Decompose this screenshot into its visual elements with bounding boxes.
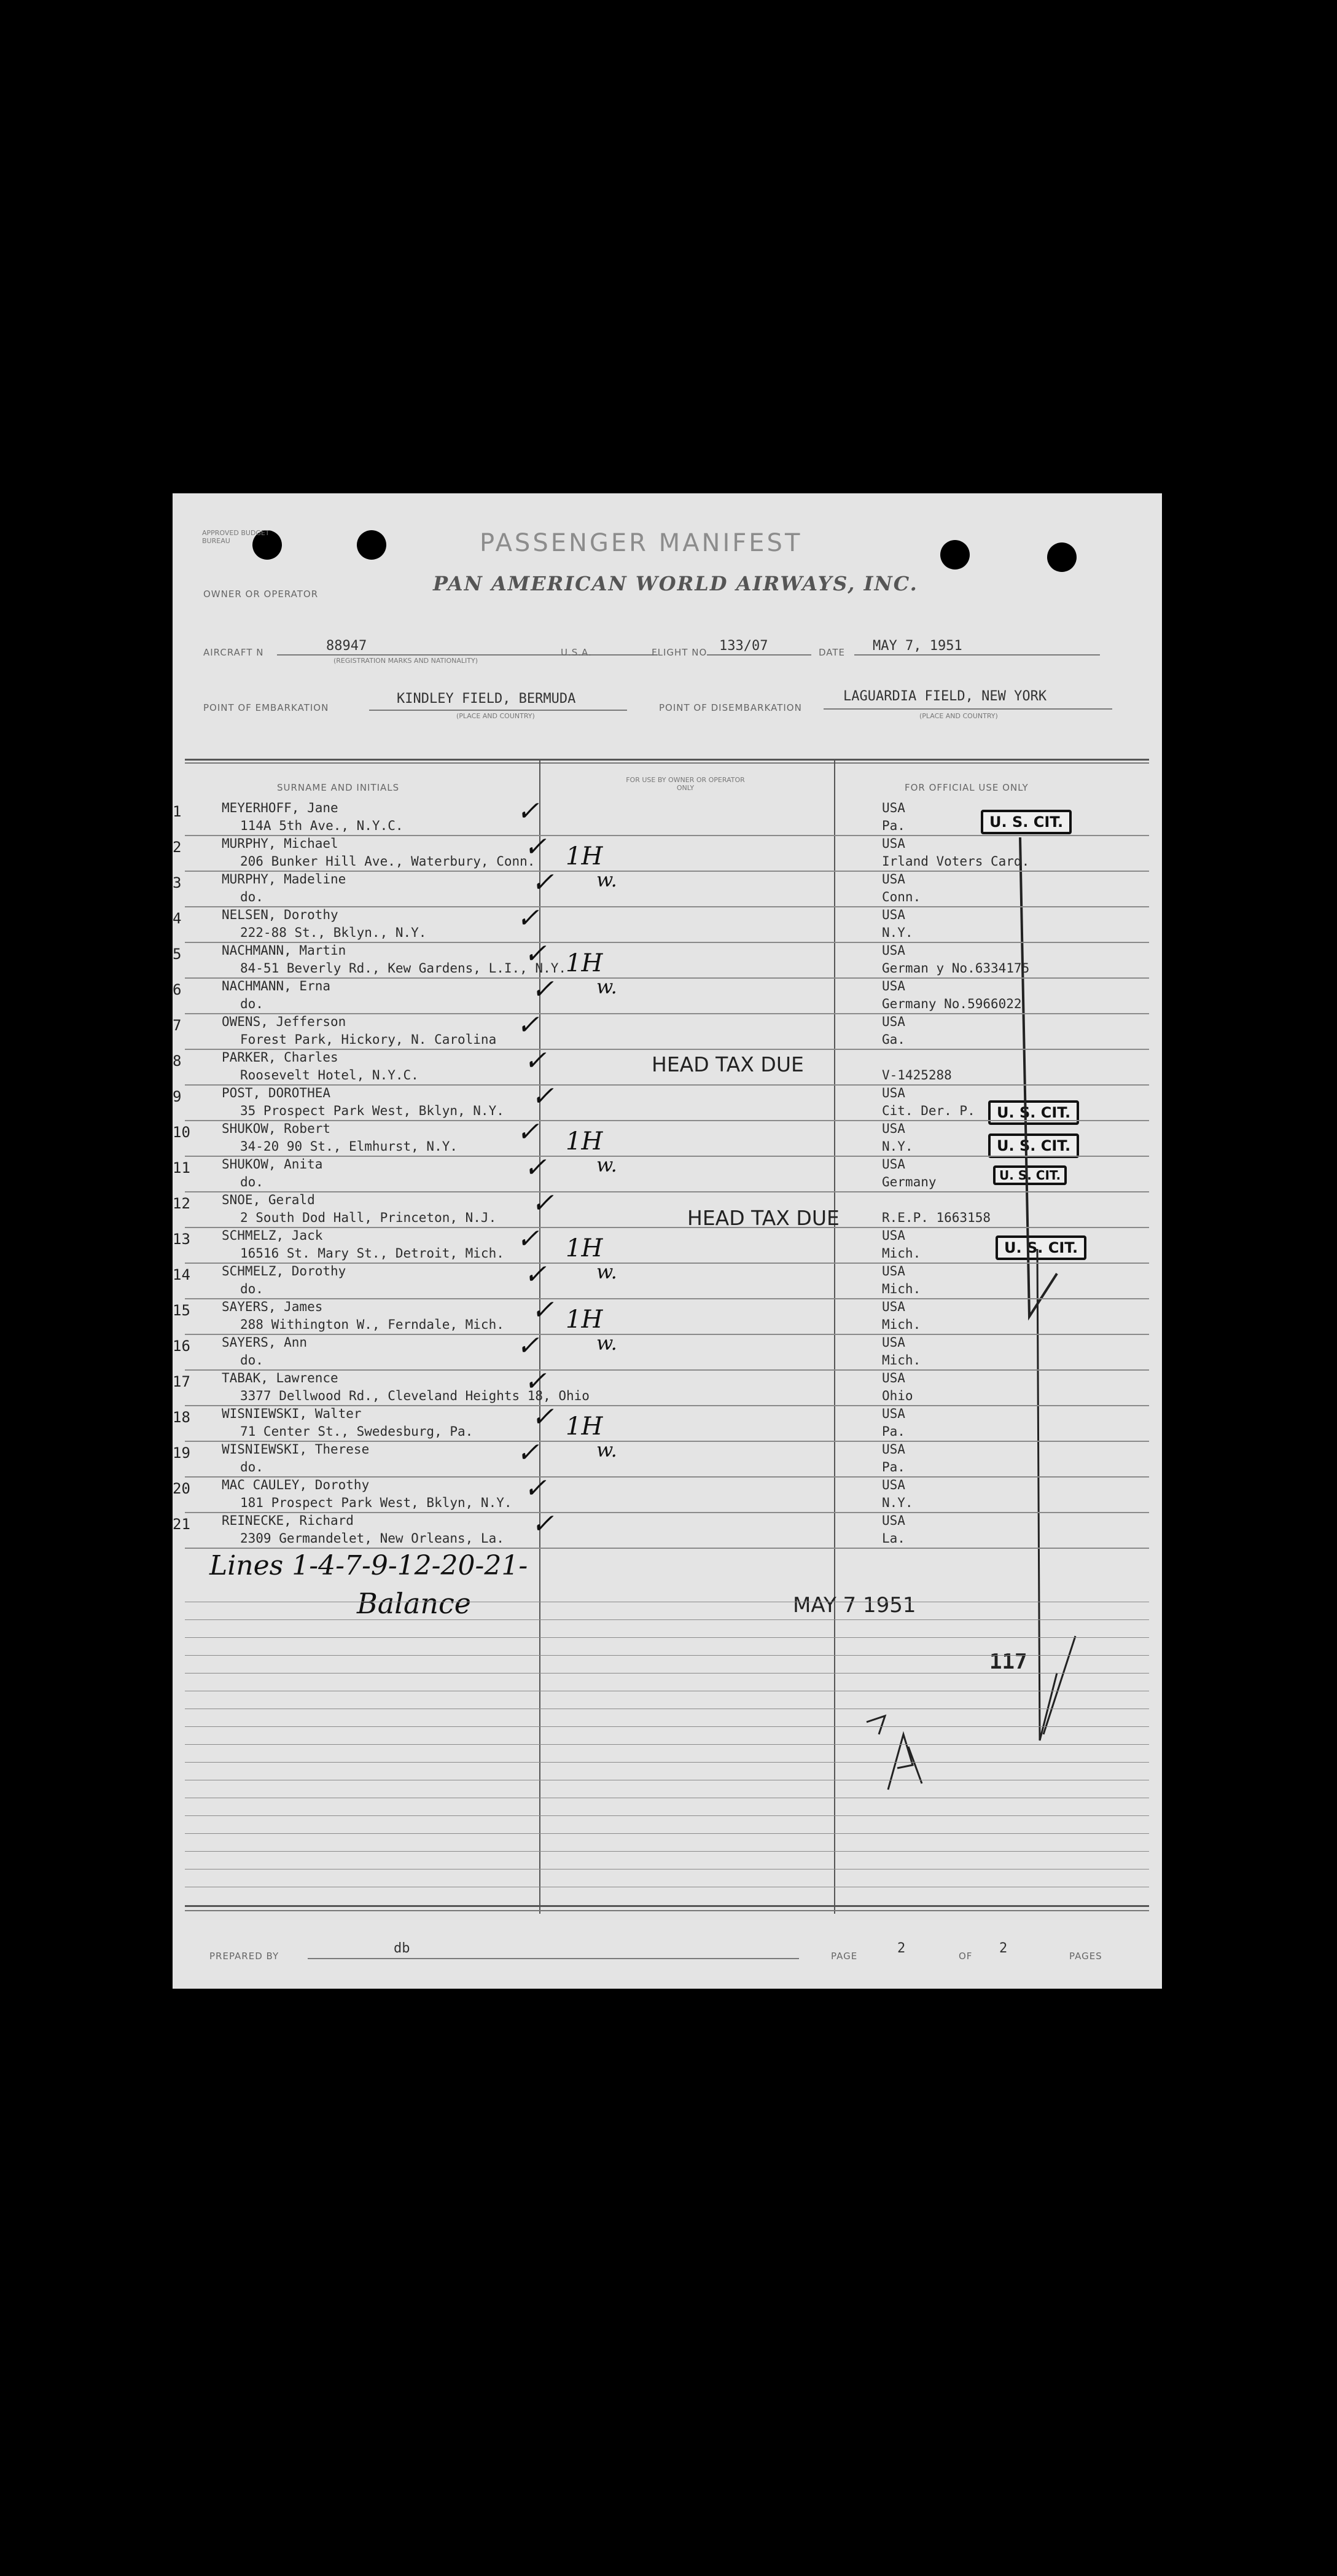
blank-line <box>185 1637 1149 1638</box>
check-mark: ✓ <box>531 1188 554 1219</box>
blank-line <box>185 1762 1149 1763</box>
pages-value: 2 <box>999 1941 1008 1956</box>
check-mark: ✓ <box>524 1259 547 1290</box>
passenger-name: SHUKOW, Robert <box>222 1121 331 1136</box>
owner-label: OWNER OR OPERATOR <box>203 589 319 600</box>
official-nationality: USA <box>882 1406 905 1421</box>
official-document: Ohio <box>882 1388 913 1403</box>
passenger-address: do. <box>240 1282 263 1296</box>
prepared-label: PREPARED BY <box>209 1951 279 1962</box>
date-value: MAY 7, 1951 <box>873 638 962 654</box>
official-nationality: USA <box>882 1014 905 1029</box>
official-document: N.Y. <box>882 1139 913 1154</box>
passenger-name: SNOE, Gerald <box>222 1192 315 1207</box>
row-number: 12 <box>173 1195 190 1212</box>
passenger-address: 34-20 90 St., Elmhurst, N.Y. <box>240 1139 458 1154</box>
embark-value: KINDLEY FIELD, BERMUDA <box>397 691 576 707</box>
row-number: 19 <box>173 1444 190 1462</box>
date-label: DATE <box>819 647 846 658</box>
official-document: Pa. <box>882 1424 905 1439</box>
official-nationality: USA <box>882 1442 905 1457</box>
official-nationality: USA <box>882 979 905 993</box>
blank-line <box>185 1726 1149 1727</box>
passenger-address: do. <box>240 1175 263 1189</box>
mark-1h: 1H <box>566 949 603 977</box>
check-mark: ✓ <box>516 1116 539 1148</box>
official-document: N.Y. <box>882 1495 913 1510</box>
row-number: 14 <box>173 1266 190 1283</box>
check-line <box>1037 1249 1057 1740</box>
official-nationality: USA <box>882 1086 905 1100</box>
passenger-name: SAYERS, James <box>222 1299 323 1314</box>
passenger-name: TABAK, Lawrence <box>222 1371 338 1385</box>
official-document: Mich. <box>882 1353 921 1368</box>
official-nationality: USA <box>882 872 905 887</box>
mark-w: w. <box>596 975 617 998</box>
passenger-name: SCHMELZ, Dorothy <box>222 1264 346 1278</box>
official-document: Cit. Der. P. <box>882 1103 975 1118</box>
us-cit-stamp: U. S. CIT. <box>996 1235 1086 1260</box>
passenger-name: MURPHY, Madeline <box>222 872 346 887</box>
handwritten-balance-note: Balance <box>357 1587 471 1620</box>
row-number: 2 <box>173 839 182 856</box>
handwritten-lines-note: Lines 1-4-7-9-12-20-21- <box>209 1550 528 1581</box>
passenger-address: Forest Park, Hickory, N. Carolina <box>240 1032 497 1047</box>
row-number: 11 <box>173 1159 190 1176</box>
official-nationality: USA <box>882 836 905 851</box>
passenger-name: PARKER, Charles <box>222 1050 338 1065</box>
row-divider <box>185 1298 1149 1299</box>
official-nationality: USA <box>882 1264 905 1278</box>
check-mark: ✓ <box>524 1366 547 1397</box>
passenger-address: 84-51 Beverly Rd., Kew Gardens, L.I., N.Y. <box>240 961 567 976</box>
official-document: Germany <box>882 1175 937 1189</box>
registration-note: (REGISTRATION MARKS AND NATIONALITY) <box>333 657 478 665</box>
official-nationality: USA <box>882 1371 905 1385</box>
passenger-address: 288 Withington W., Ferndale, Mich. <box>240 1317 504 1332</box>
check-mark: ✓ <box>516 1437 539 1468</box>
us-cit-stamp: U. S. CIT. <box>993 1165 1067 1185</box>
official-nationality: USA <box>882 801 905 815</box>
official-document: Mich. <box>882 1246 921 1261</box>
prepared-value: db <box>394 1941 410 1956</box>
of-label: OF <box>959 1951 973 1962</box>
passenger-name: NACHMANN, Erna <box>222 979 331 993</box>
form-note: APPROVED BUDGET BUREAU <box>202 529 270 545</box>
passenger-name: WISNIEWSKI, Therese <box>222 1442 370 1457</box>
official-nationality: USA <box>882 1335 905 1350</box>
passenger-name: SHUKOW, Anita <box>222 1157 323 1172</box>
passenger-address: do. <box>240 1353 263 1368</box>
check-mark: ✓ <box>531 1401 554 1433</box>
passenger-address: 206 Bunker Hill Ave., Waterbury, Conn. <box>240 854 536 869</box>
blank-line <box>185 1655 1149 1656</box>
row-number: 9 <box>173 1088 182 1105</box>
official-document: Pa. <box>882 1460 905 1474</box>
row-divider <box>185 1227 1149 1228</box>
official-nationality: USA <box>882 1513 905 1528</box>
row-number: 10 <box>173 1124 190 1141</box>
blank-line <box>185 1833 1149 1834</box>
official-nationality: USA <box>882 943 905 958</box>
check-mark: ✓ <box>531 974 554 1005</box>
usa-label: U.S.A. <box>561 647 592 658</box>
row-number: 5 <box>173 945 182 963</box>
row-number: 7 <box>173 1017 182 1034</box>
passenger-name: WISNIEWSKI, Walter <box>222 1406 362 1421</box>
official-document: Conn. <box>882 890 921 904</box>
passenger-name: POST, DOROTHEA <box>222 1086 331 1100</box>
disembark-note: (PLACE AND COUNTRY) <box>919 712 998 720</box>
check-mark: ✓ <box>524 1473 547 1504</box>
punch-hole <box>1047 542 1077 572</box>
blank-line <box>185 1815 1149 1816</box>
row-divider <box>185 1548 1149 1549</box>
us-cit-stamp: U. S. CIT. <box>981 810 1072 834</box>
check-mark: ✓ <box>516 796 539 827</box>
page-value: 2 <box>897 1941 906 1956</box>
mark-1h: 1H <box>566 1127 603 1156</box>
row-number: 16 <box>173 1337 190 1355</box>
mark-w: w. <box>596 1260 617 1283</box>
mark-1h: 1H <box>566 1412 603 1441</box>
row-number: 6 <box>173 981 182 998</box>
count-stamp: 117 <box>989 1650 1027 1674</box>
row-number: 13 <box>173 1231 190 1248</box>
date-stamp: MAY 7 1951 <box>793 1593 916 1618</box>
row-divider <box>185 1191 1149 1192</box>
passenger-name: NACHMANN, Martin <box>222 943 346 958</box>
passenger-name: MAC CAULEY, Dorothy <box>222 1478 370 1492</box>
check-mark: ✓ <box>516 1330 539 1361</box>
check-mark: ✓ <box>531 1081 554 1112</box>
passenger-address: 16516 St. Mary St., Detroit, Mich. <box>240 1246 504 1261</box>
row-divider <box>185 1334 1149 1335</box>
passenger-address: 3377 Dellwood Rd., Cleveland Heights 18, Ohio <box>240 1388 590 1403</box>
manifest-sheet <box>173 493 1162 1989</box>
check-mark: ✓ <box>516 902 539 934</box>
mark-1h: 1H <box>566 842 603 871</box>
official-document: Ga. <box>882 1032 905 1047</box>
airline-name: PAN AMERICAN WORLD AIRWAYS, INC. <box>433 572 918 595</box>
us-cit-stamp: U. S. CIT. <box>988 1100 1079 1125</box>
col-owner-header: FOR USE BY OWNER OR OPERATOR ONLY <box>626 776 745 792</box>
passenger-address: 2 South Dod Hall, Princeton, N.J. <box>240 1210 497 1225</box>
passenger-address: 71 Center St., Swedesburg, Pa. <box>240 1424 474 1439</box>
official-nationality: USA <box>882 1478 905 1492</box>
official-document: Irland Voters Card. <box>882 854 1030 869</box>
mark-w: w. <box>596 1153 617 1176</box>
official-nationality: USA <box>882 1157 905 1172</box>
passenger-name: SCHMELZ, Jack <box>222 1228 323 1243</box>
passenger-name: OWENS, Jefferson <box>222 1014 346 1029</box>
disembark-value: LAGUARDIA FIELD, NEW YORK <box>843 689 1047 704</box>
check-mark: ✓ <box>516 1009 539 1041</box>
check-mark: ✓ <box>531 867 554 898</box>
row-number: 18 <box>173 1409 190 1426</box>
punch-hole <box>940 540 970 570</box>
passenger-address: 222-88 St., Bklyn., N.Y. <box>240 925 427 940</box>
official-document: N.Y. <box>882 925 913 940</box>
row-divider <box>185 1156 1149 1157</box>
mark-w: w. <box>596 1331 617 1355</box>
us-cit-stamp: U. S. CIT. <box>988 1133 1079 1158</box>
official-document: Mich. <box>882 1282 921 1296</box>
passenger-name: MURPHY, Michael <box>222 836 338 851</box>
passenger-name: SAYERS, Ann <box>222 1335 308 1350</box>
punch-hole <box>357 530 386 560</box>
check-line <box>1043 1636 1075 1734</box>
row-number: 15 <box>173 1302 190 1319</box>
official-nationality: USA <box>882 1121 905 1136</box>
disembark-label: POINT OF DISEMBARKATION <box>659 702 802 713</box>
passenger-address: do. <box>240 1460 263 1474</box>
row-number: 1 <box>173 803 182 820</box>
row-number: 21 <box>173 1516 190 1533</box>
initials-mark <box>854 1710 928 1796</box>
check-mark: ✓ <box>531 1508 554 1540</box>
official-document: German y No.6334175 <box>882 961 1030 976</box>
row-number: 8 <box>173 1052 182 1070</box>
official-nationality: USA <box>882 1299 905 1314</box>
official-document: V-1425288 <box>882 1068 952 1082</box>
check-mark: ✓ <box>524 831 547 863</box>
check-line <box>1020 837 1057 1317</box>
blank-line <box>185 1673 1149 1674</box>
flight-value: 133/07 <box>719 638 768 654</box>
embark-note: (PLACE AND COUNTRY) <box>456 712 535 720</box>
blank-line <box>185 1851 1149 1852</box>
official-check-lines <box>787 801 1155 2091</box>
check-mark: ✓ <box>524 1045 547 1076</box>
official-document: Mich. <box>882 1317 921 1332</box>
passenger-address: do. <box>240 996 263 1011</box>
flight-label: FLIGHT NO. <box>652 647 711 658</box>
passenger-name: MEYERHOFF, Jane <box>222 801 338 815</box>
passenger-name: REINECKE, Richard <box>222 1513 354 1528</box>
check-mark: ✓ <box>524 938 547 969</box>
head-tax-note: HEAD TAX DUE <box>687 1206 840 1230</box>
mark-w: w. <box>596 1438 617 1462</box>
mark-1h: 1H <box>566 1234 603 1263</box>
page-label: PAGE <box>831 1951 858 1962</box>
col-name-header: SURNAME AND INITIALS <box>277 782 400 793</box>
passenger-address: 114A 5th Ave., N.Y.C. <box>240 818 403 833</box>
passenger-address: Roosevelt Hotel, N.Y.C. <box>240 1068 419 1082</box>
head-tax-note: HEAD TAX DUE <box>652 1052 804 1076</box>
official-document: Germany No.5966022 <box>882 996 1022 1011</box>
aircraft-value: 88947 <box>326 638 367 654</box>
row-number: 3 <box>173 874 182 891</box>
official-nationality: USA <box>882 907 905 922</box>
official-document: La. <box>882 1531 905 1546</box>
row-number: 17 <box>173 1373 190 1390</box>
official-document: R.E.P. 1663158 <box>882 1210 991 1225</box>
check-mark: ✓ <box>531 1294 554 1326</box>
col-official-header: FOR OFFICIAL USE ONLY <box>905 782 1029 793</box>
page-title: PASSENGER MANIFEST <box>480 529 803 557</box>
passenger-address: 35 Prospect Park West, Bklyn, N.Y. <box>240 1103 504 1118</box>
mark-1h: 1H <box>566 1306 603 1334</box>
row-number: 20 <box>173 1480 190 1497</box>
aircraft-label: AIRCRAFT N <box>203 647 264 658</box>
official-nationality: USA <box>882 1228 905 1243</box>
blank-line <box>185 1619 1149 1620</box>
official-document: Pa. <box>882 818 905 833</box>
row-number: 4 <box>173 910 182 927</box>
passenger-address: 2309 Germandelet, New Orleans, La. <box>240 1531 504 1546</box>
passenger-address: 181 Prospect Park West, Bklyn, N.Y. <box>240 1495 512 1510</box>
check-mark: ✓ <box>516 1223 539 1255</box>
passenger-name: NELSEN, Dorothy <box>222 907 338 922</box>
passenger-address: do. <box>240 890 263 904</box>
blank-line <box>185 1744 1149 1745</box>
check-mark: ✓ <box>524 1152 547 1183</box>
pages-label: PAGES <box>1069 1951 1102 1962</box>
mark-w: w. <box>596 868 617 891</box>
embark-label: POINT OF EMBARKATION <box>203 702 329 713</box>
